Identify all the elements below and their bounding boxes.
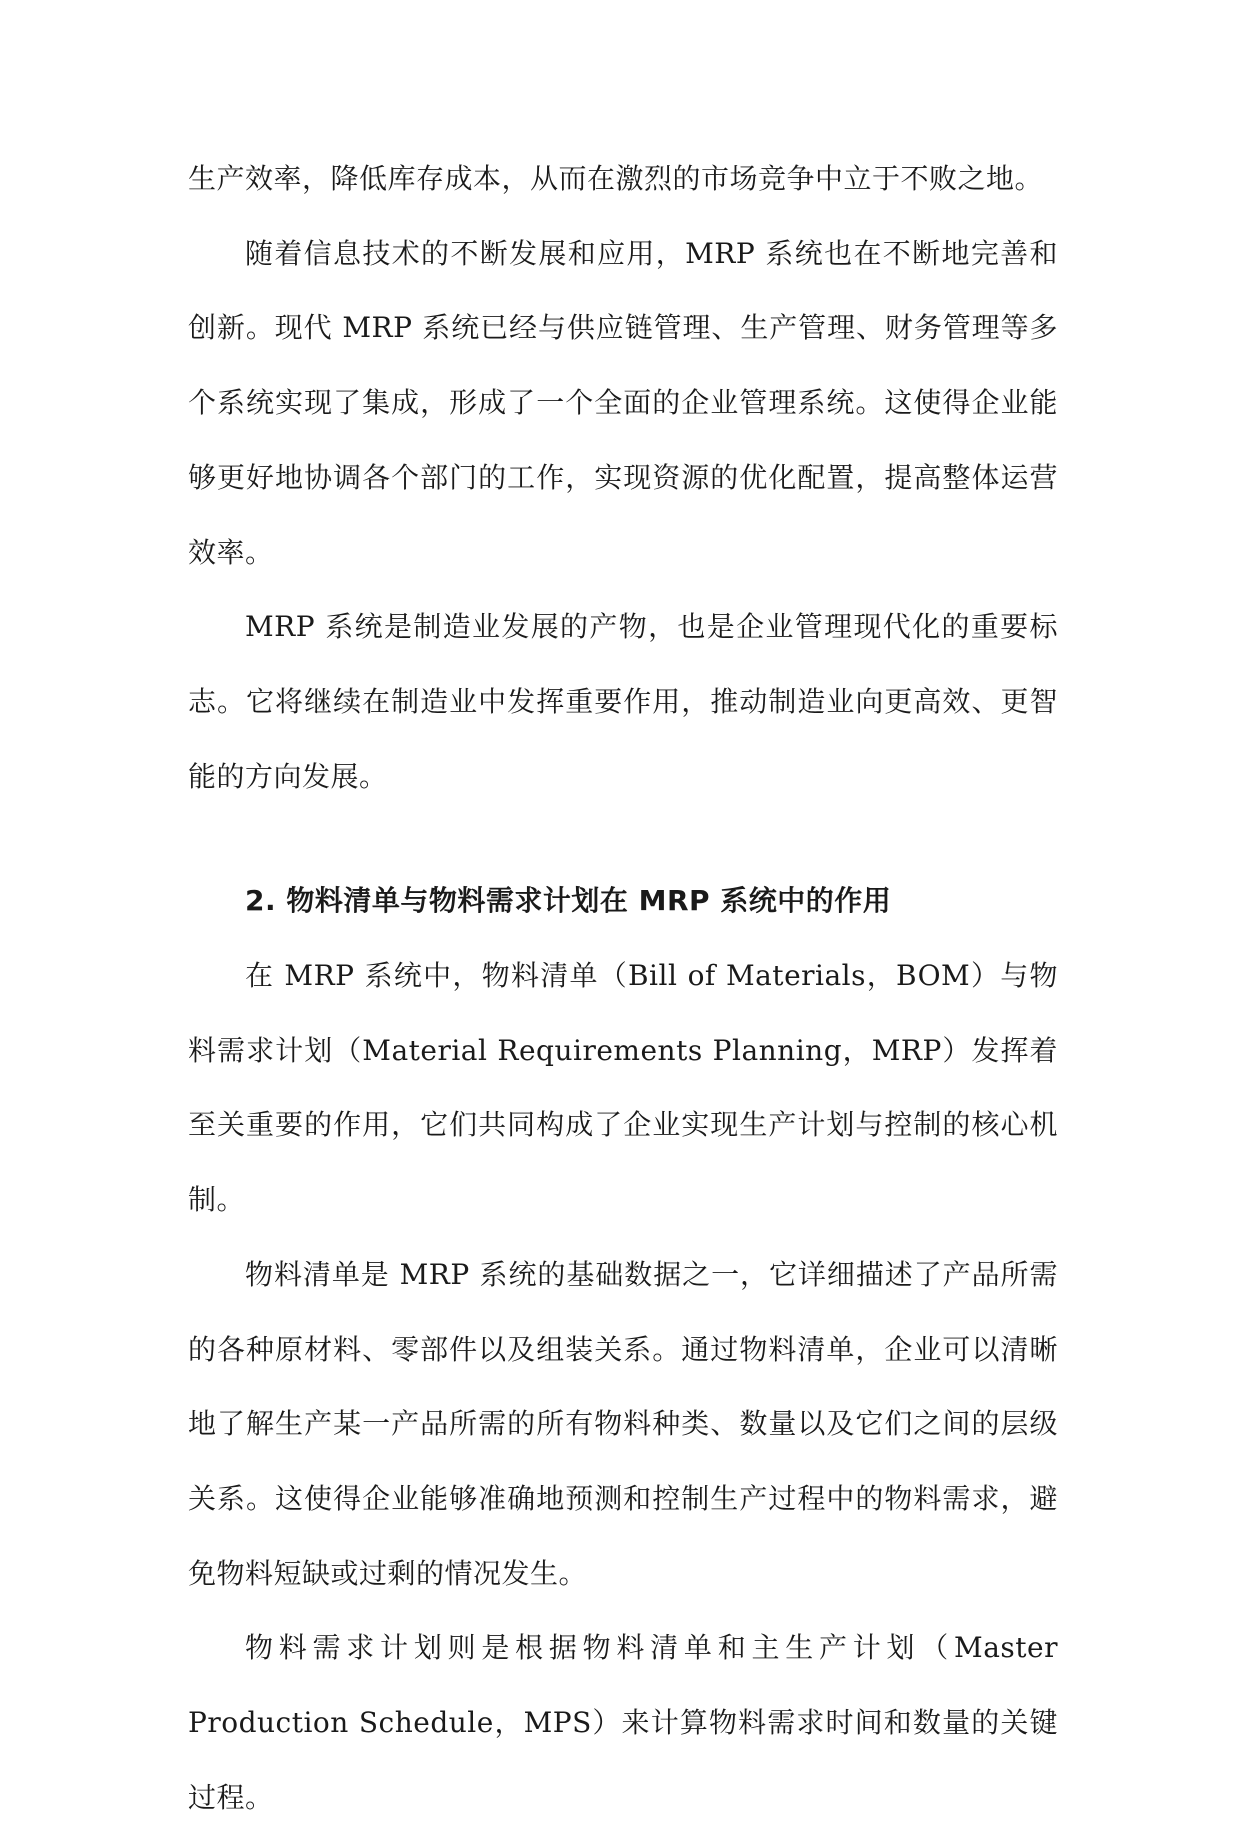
document-body [188,142,1058,1835]
paragraph-bom-mrp-intro: 在 MRP 系统中，物料清单（Bill of Materials，BOM）与物料需求计划（Material Requirements Planning，MRP）发挥着至关重要的作用，它们共同构成了企业实现生产计划与控制的核心机制。 [188,959,1058,1217]
paragraph-bom-description: 物料清单是 MRP 系统的基础数据之一，它详细描述了产品所需的各种原材料、零部件以及组装关系。通过物料清单，企业可以清晰地了解生产某一产品所需的所有物料种类、数量以及它们之间的层级关系。这使得企业能够准确地预测和控制生产过程中的物料需求，避免物料短缺或过剩的情况发生。 [188,1257,1058,1590]
paragraph-mrp-description: 物料需求计划则是根据物料清单和主生产计划（Master Production Schedule，MPS）来计算物料需求时间和数量的关键过程。 [188,1631,1058,1814]
paragraph-mrp-significance: MRP 系统是制造业发展的产物，也是企业管理现代化的重要标志。它将继续在制造业中发挥重要作用，推动制造业向更高效、更智能的方向发展。 [188,610,1058,793]
paragraph-continuation: 生产效率，降低库存成本，从而在激烈的市场竞争中立于不败之地。 [188,162,1044,195]
section-heading: 2. 物料清单与物料需求计划在 MRP 系统中的作用 [245,884,892,918]
paragraph-mrp-development: 随着信息技术的不断发展和应用，MRP 系统也在不断地完善和创新。现代 MRP 系统已经与供应链管理、生产管理、财务管理等多个系统实现了集成，形成了一个全面的企业管理系统。这使得企业能够更好地协调各个部门的工作，实现资源的优化配置，提高整体运营效率。 [188,236,1058,569]
